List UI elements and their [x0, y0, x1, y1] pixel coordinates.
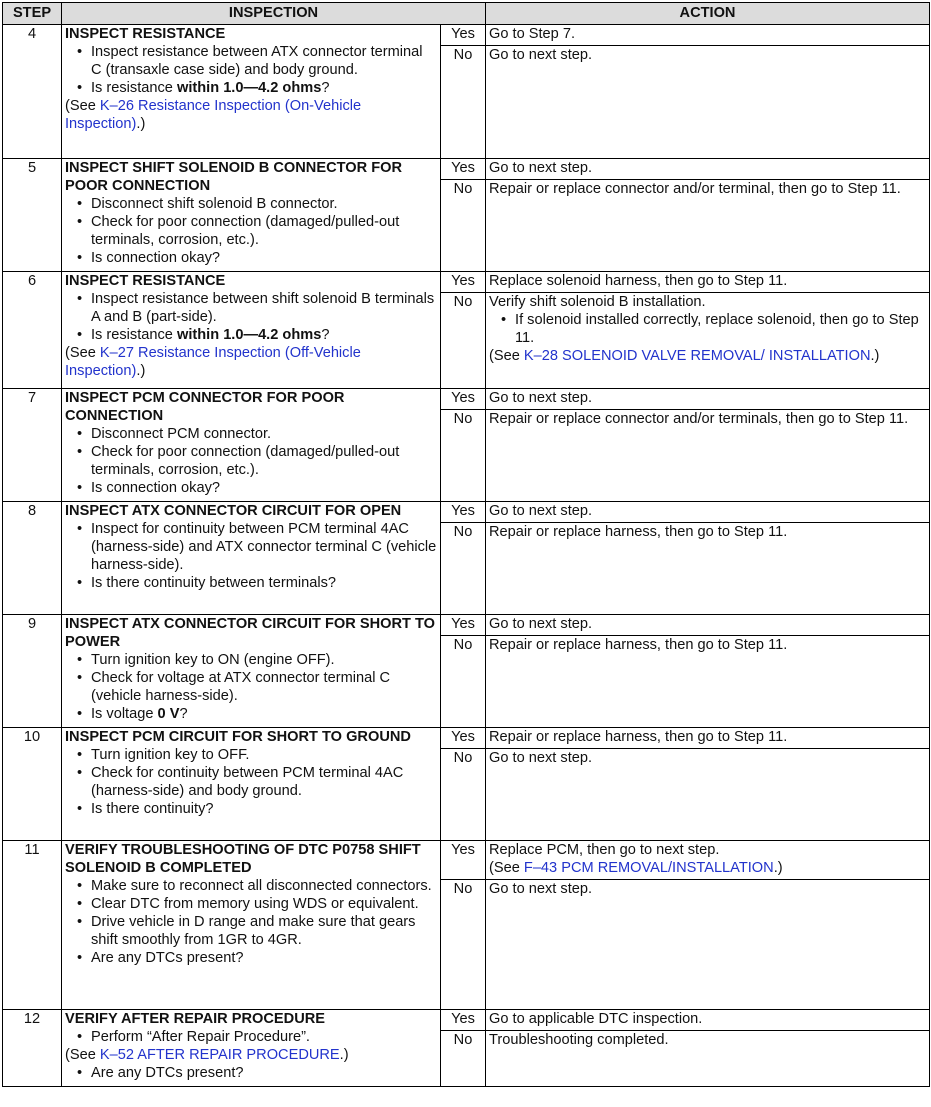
inspection-cell: [62, 1010, 441, 1087]
reference-link[interactable]: F–43 PCM REMOVAL/INSTALLATION: [523, 860, 774, 876]
inspection-cell: [62, 389, 441, 502]
inspection-list: [65, 746, 437, 818]
step-number: 4: [3, 25, 62, 159]
no-action: Go to next step.: [486, 749, 930, 841]
inspection-title: INSPECT SHIFT SOLENOID B CONNECTOR FOR POOR CONNECTION: [65, 160, 403, 194]
inspection-bullet: • Make sure to reconnect all disconnected connectors.: [91, 877, 437, 895]
table-row-step-8: [3, 502, 930, 523]
reference-link[interactable]: K–26 Resistance Inspection (On-Vehicle Inspection): [65, 98, 362, 132]
yes-action: Replace PCM, then go to next step.: [489, 842, 720, 858]
reference-link[interactable]: K–27 Resistance Inspection (Off-Vehicle Inspection): [65, 345, 361, 379]
no-label: No: [441, 46, 486, 159]
yes-action: Repair or replace harness, then go to Step 11.: [486, 728, 930, 749]
reference-note: [65, 97, 437, 133]
action-list: [489, 311, 926, 347]
ref-suffix: .): [136, 363, 146, 379]
no-action-cell: [486, 293, 930, 389]
no-label: No: [441, 410, 486, 502]
inspection-bullet: [91, 79, 437, 97]
step-number: 8: [3, 502, 62, 615]
step-number: 6: [3, 272, 62, 389]
spec-value: within 1.0—4.2 ohms: [176, 80, 322, 96]
yes-label: Yes: [441, 841, 486, 880]
no-label: No: [441, 293, 486, 389]
reference-link[interactable]: K–52 AFTER REPAIR PROCEDURE: [99, 1047, 340, 1063]
inspection-cell: [62, 25, 441, 159]
table-row-step-11: [3, 841, 930, 880]
inspection-bullet: • Check for poor connection (damaged/pulled-out terminals, corrosion, etc.).: [91, 213, 437, 249]
reference-note: [65, 1046, 437, 1064]
inspection-cell: [62, 615, 441, 728]
table-row-step-12: [3, 1010, 930, 1031]
no-action: Repair or replace connector and/or terminals, then go to Step 11.: [486, 410, 930, 502]
step-number: 7: [3, 389, 62, 502]
no-label: No: [441, 636, 486, 728]
inspection-title: INSPECT RESISTANCE: [65, 26, 226, 42]
inspection-bullet: • Are any DTCs present?: [91, 1064, 437, 1082]
inspection-list: [65, 43, 437, 97]
inspection-list: [65, 1028, 437, 1046]
ref-suffix: .): [870, 348, 880, 364]
no-label: No: [441, 1031, 486, 1087]
troubleshooting-page: [2, 2, 929, 1087]
table-row-step-9: [3, 615, 930, 636]
no-label: No: [441, 749, 486, 841]
bullet-text: ?: [321, 327, 330, 343]
inspection-bullet: • Are any DTCs present?: [91, 949, 437, 967]
inspection-list: [65, 1064, 437, 1082]
spec-value: within 1.0—4.2 ohms: [176, 327, 322, 343]
ref-suffix: .): [773, 860, 783, 876]
reference-note: [489, 859, 926, 877]
bullet-text: Is voltage: [91, 706, 158, 722]
inspection-cell: [62, 272, 441, 389]
ref-suffix: .): [339, 1047, 349, 1063]
spec-value: 0 V: [157, 706, 180, 722]
no-action: Troubleshooting completed.: [486, 1031, 930, 1087]
table-row-step-7: [3, 389, 930, 410]
inspection-title: VERIFY TROUBLESHOOTING OF DTC P0758 SHIFT SOLENOID B COMPLETED: [65, 842, 421, 876]
yes-action: Replace solenoid harness, then go to Step 11.: [486, 272, 930, 293]
inspection-bullet: • Inspect for continuity between PCM terminal 4AC (harness-side) and ATX connector terminal C (vehicle harness-side).: [91, 520, 437, 574]
yes-action: Go to next step.: [486, 615, 930, 636]
inspection-bullet: • Check for poor connection (damaged/pulled-out terminals, corrosion, etc.).: [91, 443, 437, 479]
yes-action: Go to applicable DTC inspection.: [486, 1010, 930, 1031]
inspection-bullet: • Disconnect shift solenoid B connector.: [91, 195, 437, 213]
bullet-text: ?: [179, 706, 188, 722]
yes-label: Yes: [441, 502, 486, 523]
inspection-bullet: • Clear DTC from memory using WDS or equivalent.: [91, 895, 437, 913]
inspection-bullet: • Is connection okay?: [91, 479, 437, 497]
inspection-cell: [62, 159, 441, 272]
yes-label: Yes: [441, 615, 486, 636]
inspection-list: [65, 877, 437, 967]
inspection-bullet: • Turn ignition key to OFF.: [91, 746, 437, 764]
table-row-step-5: [3, 159, 930, 180]
inspection-title: INSPECT ATX CONNECTOR CIRCUIT FOR OPEN: [65, 503, 402, 519]
yes-label: Yes: [441, 159, 486, 180]
inspection-bullet: [91, 326, 437, 344]
inspection-bullet: • Check for continuity between PCM terminal 4AC (harness-side) and body ground.: [91, 764, 437, 800]
inspection-cell: [62, 502, 441, 615]
inspection-bullet: [91, 705, 437, 723]
no-label: No: [441, 523, 486, 615]
ref-prefix: (See: [65, 345, 100, 361]
step-number: 12: [3, 1010, 62, 1087]
inspection-list: [65, 195, 437, 267]
inspection-title: INSPECT PCM CIRCUIT FOR SHORT TO GROUND: [65, 729, 411, 745]
inspection-list: [65, 290, 437, 344]
no-action: Go to next step.: [486, 46, 930, 159]
no-action: Verify shift solenoid B installation.: [489, 294, 706, 310]
inspection-list: [65, 651, 437, 723]
table-header-row: [3, 3, 930, 25]
yes-label: Yes: [441, 25, 486, 46]
action-bullet: • If solenoid installed correctly, replace solenoid, then go to Step 11.: [515, 311, 926, 347]
ref-prefix: (See: [65, 1047, 100, 1063]
inspection-list: [65, 425, 437, 497]
reference-link[interactable]: K–28 SOLENOID VALVE REMOVAL/ INSTALLATION: [523, 348, 871, 364]
inspection-title: VERIFY AFTER REPAIR PROCEDURE: [65, 1011, 326, 1027]
inspection-list: [65, 520, 437, 592]
yes-action: Go to next step.: [486, 502, 930, 523]
yes-action: Go to Step 7.: [486, 25, 930, 46]
reference-note: [65, 344, 437, 380]
ref-prefix: (See: [65, 98, 100, 114]
header-step: STEP: [3, 3, 62, 25]
no-label: No: [441, 880, 486, 1010]
header-action: ACTION: [486, 3, 930, 25]
no-action: Repair or replace harness, then go to Step 11.: [486, 636, 930, 728]
table-row-step-10: [3, 728, 930, 749]
bullet-text: ?: [321, 80, 330, 96]
bullet-text: Is resistance: [91, 80, 177, 96]
table-row-step-4: [3, 25, 930, 46]
inspection-bullet: • Turn ignition key to ON (engine OFF).: [91, 651, 437, 669]
inspection-bullet: • Drive vehicle in D range and make sure that gears shift smoothly from 1GR to 4GR.: [91, 913, 437, 949]
inspection-bullet: • Perform “After Repair Procedure”.: [91, 1028, 437, 1046]
inspection-cell: [62, 841, 441, 1010]
inspection-bullet: • Check for voltage at ATX connector terminal C (vehicle harness-side).: [91, 669, 437, 705]
yes-label: Yes: [441, 1010, 486, 1031]
no-action: Repair or replace harness, then go to Step 11.: [486, 523, 930, 615]
inspection-bullet: • Disconnect PCM connector.: [91, 425, 437, 443]
inspection-bullet: • Is there continuity between terminals?: [91, 574, 437, 592]
yes-action-cell: [486, 841, 930, 880]
ref-prefix: (See: [489, 860, 524, 876]
step-number: 5: [3, 159, 62, 272]
step-number: 11: [3, 841, 62, 1010]
header-inspection: INSPECTION: [62, 3, 486, 25]
step-number: 10: [3, 728, 62, 841]
bullet-text: Is resistance: [91, 327, 177, 343]
reference-note: [489, 347, 926, 365]
yes-label: Yes: [441, 728, 486, 749]
inspection-bullet: • Is there continuity?: [91, 800, 437, 818]
yes-action: Go to next step.: [486, 159, 930, 180]
no-action: Repair or replace connector and/or terminal, then go to Step 11.: [486, 180, 930, 272]
ref-prefix: (See: [489, 348, 524, 364]
inspection-title: INSPECT ATX CONNECTOR CIRCUIT FOR SHORT TO POWER: [65, 616, 435, 650]
inspection-cell: [62, 728, 441, 841]
inspection-bullet: • Is connection okay?: [91, 249, 437, 267]
yes-label: Yes: [441, 272, 486, 293]
troubleshooting-table: [2, 2, 930, 1087]
yes-action: Go to next step.: [486, 389, 930, 410]
table-row-step-6: [3, 272, 930, 293]
ref-suffix: .): [136, 116, 146, 132]
step-number: 9: [3, 615, 62, 728]
inspection-bullet: • Inspect resistance between shift solenoid B terminals A and B (part-side).: [91, 290, 437, 326]
inspection-title: INSPECT RESISTANCE: [65, 273, 226, 289]
no-action: Go to next step.: [486, 880, 930, 1010]
no-label: No: [441, 180, 486, 272]
inspection-bullet: • Inspect resistance between ATX connector terminal C (transaxle case side) and body ground.: [91, 43, 437, 79]
inspection-title: INSPECT PCM CONNECTOR FOR POOR CONNECTION: [65, 390, 345, 424]
yes-label: Yes: [441, 389, 486, 410]
